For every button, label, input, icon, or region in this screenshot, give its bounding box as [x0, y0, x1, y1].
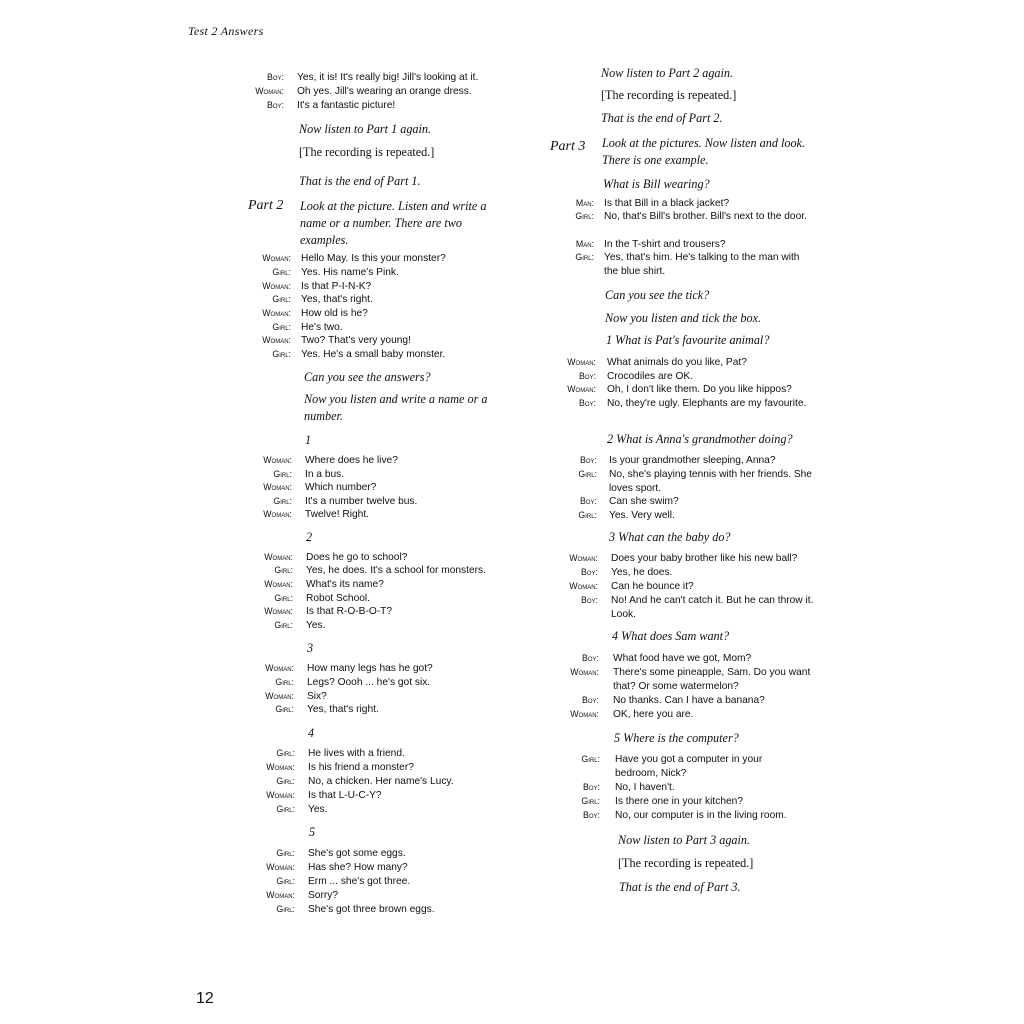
speaker: Woman:	[264, 579, 293, 589]
speaker: Woman:	[569, 581, 598, 591]
line: Yes.	[306, 620, 326, 631]
line: What animals do you like, Pat?	[607, 357, 747, 368]
line: Yes, he does.	[611, 567, 673, 578]
speaker: Woman:	[265, 691, 294, 701]
line: Oh, I don't like them. Do you like hippos?	[607, 384, 792, 395]
line: Which number?	[305, 482, 377, 493]
instruction: Now you listen and tick the box.	[605, 311, 762, 325]
line: In the T-shirt and trousers?	[604, 239, 726, 250]
line: Two? That's very young!	[301, 335, 411, 346]
instruction: Now listen to Part 1 again.	[299, 122, 432, 136]
speaker: Girl:	[276, 876, 295, 886]
part-intro: Look at the picture. Listen and write a name or a number. There are two examples.	[300, 199, 487, 247]
speaker: Woman:	[567, 357, 596, 367]
line: Yes. He's a small baby monster.	[301, 349, 446, 360]
speaker: Girl:	[275, 677, 294, 687]
speaker: Woman:	[263, 455, 292, 465]
question-4: 4 What does Sam want?	[612, 629, 730, 643]
speaker: Boy:	[583, 810, 600, 820]
line: What food have we got, Mom?	[613, 653, 752, 664]
line: Can she swim?	[609, 496, 679, 507]
speaker: Woman:	[255, 86, 284, 96]
question-number: 1	[305, 433, 312, 447]
speaker: Girl:	[275, 704, 294, 714]
speaker: Woman:	[266, 762, 295, 772]
speaker: Woman:	[264, 606, 293, 616]
example-question: What is Bill wearing?	[603, 177, 710, 191]
line: No, she's playing tennis with her friends. She loves sport.	[609, 469, 812, 494]
stage-direction: [The recording is repeated.]	[299, 145, 435, 159]
speaker: Girl:	[276, 904, 295, 914]
line: Yes, he does. It's a school for monsters.	[306, 565, 486, 576]
line: Legs? Oooh ... he's got six.	[307, 677, 431, 688]
speaker: Man:	[575, 198, 594, 208]
speaker: Woman:	[262, 308, 291, 318]
line: Oh yes. Jill's wearing an orange dress.	[297, 86, 472, 97]
speaker: Girl:	[578, 510, 597, 520]
speaker: Boy:	[583, 782, 600, 792]
page-number: 12	[196, 990, 214, 1007]
line: No, our computer is in the living room.	[615, 810, 787, 821]
line: Yes, that's right.	[301, 294, 373, 305]
speaker: Girl:	[274, 565, 293, 575]
speaker: Girl:	[273, 496, 292, 506]
line: How many legs has he got?	[307, 663, 433, 674]
line: Has she? How many?	[308, 862, 408, 873]
line: Is your grandmother sleeping, Anna?	[609, 455, 776, 466]
line: Crocodiles are OK.	[607, 371, 694, 382]
line: Sorry?	[308, 890, 339, 901]
speaker: Girl:	[274, 620, 293, 630]
question-number: 3	[307, 641, 314, 655]
speaker: Woman:	[262, 335, 291, 345]
line: No, they're ugly. Elephants are my favourite.	[607, 398, 807, 409]
speaker: Girl:	[272, 267, 291, 277]
speaker: Girl:	[578, 469, 597, 479]
instruction: Can you see the tick?	[605, 288, 710, 302]
speaker: Woman:	[570, 709, 599, 719]
question-1: 1 What is Pat's favourite animal?	[606, 333, 770, 347]
line: Where does he live?	[305, 455, 398, 466]
stage-direction: [The recording is repeated.]	[601, 88, 737, 102]
stage-direction: [The recording is repeated.]	[618, 856, 754, 870]
line: Erm ... she's got three.	[308, 876, 411, 887]
line: He's two.	[301, 322, 343, 333]
speaker: Woman:	[264, 552, 293, 562]
line: She's got three brown eggs.	[308, 904, 435, 915]
line: There's some pineapple, Sam. Do you want that? Or some watermelon?	[613, 667, 811, 692]
instruction: That is the end of Part 1.	[299, 174, 421, 188]
line: She's got some eggs.	[308, 848, 406, 859]
speaker: Woman:	[266, 790, 295, 800]
speaker: Boy:	[579, 398, 596, 408]
line: No! And he can't catch it. But he can throw it. Look.	[611, 595, 814, 620]
line: OK, here you are.	[613, 709, 694, 720]
speaker: Boy:	[267, 100, 284, 110]
line: Yes. Very well.	[609, 510, 675, 521]
line: Twelve! Right.	[305, 509, 369, 520]
instruction: Now you listen and write a name or a number.	[304, 392, 488, 423]
part-label: Part 2	[248, 198, 284, 213]
speaker: Girl:	[276, 848, 295, 858]
line: Have you got a computer in your bedroom, Nick?	[615, 754, 763, 779]
instruction: Now listen to Part 2 again.	[601, 66, 734, 80]
question-number: 4	[308, 726, 315, 740]
line: Is that L-U-C-Y?	[308, 790, 382, 801]
line: Does your baby brother like his new ball?	[611, 553, 798, 564]
line: No thanks. Can I have a banana?	[613, 695, 765, 706]
speaker: Boy:	[267, 72, 284, 82]
speaker: Girl:	[272, 294, 291, 304]
line: What's its name?	[306, 579, 384, 590]
speaker: Girl:	[575, 211, 594, 221]
speaker: Woman:	[265, 663, 294, 673]
speaker: Boy:	[581, 567, 598, 577]
line: Is that P-I-N-K?	[301, 281, 372, 292]
instruction: That is the end of Part 3.	[619, 880, 741, 894]
speaker: Boy:	[582, 695, 599, 705]
instruction: That is the end of Part 2.	[601, 111, 723, 125]
line: Is that R-O-B-O-T?	[306, 606, 393, 617]
line: It's a fantastic picture!	[297, 100, 396, 111]
speaker: Woman:	[266, 890, 295, 900]
speaker: Girl:	[274, 593, 293, 603]
line: Hello May. Is this your monster?	[301, 253, 446, 264]
question-number: 5	[309, 825, 316, 839]
line: It's a number twelve bus.	[305, 496, 418, 507]
line: In a bus.	[305, 469, 345, 480]
speaker: Girl:	[272, 322, 291, 332]
line: Is that Bill in a black jacket?	[604, 198, 730, 209]
speaker: Girl:	[276, 804, 295, 814]
speaker: Woman:	[569, 553, 598, 563]
line: Does he go to school?	[306, 552, 408, 563]
part-label: Part 3	[550, 139, 586, 154]
instruction: Can you see the answers?	[304, 370, 431, 384]
line: Is there one in your kitchen?	[615, 796, 743, 807]
line: No, I haven't.	[615, 782, 675, 793]
line: He lives with a friend.	[308, 748, 405, 759]
question-3: 3 What can the baby do?	[609, 530, 731, 544]
line: Can he bounce it?	[611, 581, 694, 592]
line: Six?	[307, 691, 327, 702]
line: Is his friend a monster?	[308, 762, 414, 773]
speaker: Woman:	[262, 281, 291, 291]
line: No, a chicken. Her name's Lucy.	[308, 776, 454, 787]
speaker: Woman:	[570, 667, 599, 677]
running-header: Test 2 Answers	[188, 24, 264, 38]
speaker: Boy:	[579, 371, 596, 381]
question-5: 5 Where is the computer?	[614, 731, 739, 745]
line: Yes. His name's Pink.	[301, 267, 399, 278]
speaker: Girl:	[272, 349, 291, 359]
speaker: Girl:	[276, 776, 295, 786]
line: Yes, it is! It's really big! Jill's looking at it.	[297, 72, 479, 83]
speaker: Boy:	[580, 496, 597, 506]
speaker: Woman:	[262, 253, 291, 263]
line: Robot School.	[306, 593, 370, 604]
speaker: Boy:	[581, 595, 598, 605]
line: No, that's Bill's brother. Bill's next to the door.	[604, 211, 807, 222]
speaker: Boy:	[580, 455, 597, 465]
speaker: Girl:	[276, 748, 295, 758]
speaker: Man:	[575, 239, 594, 249]
speaker: Woman:	[266, 862, 295, 872]
speaker: Woman:	[567, 384, 596, 394]
speaker: Girl:	[581, 796, 600, 806]
question-number: 2	[306, 530, 313, 544]
part-intro: Look at the pictures. Now listen and look. There is one example.	[602, 136, 805, 167]
speaker: Girl:	[575, 252, 594, 262]
line: Yes.	[308, 804, 328, 815]
speaker: Woman:	[263, 482, 292, 492]
instruction: Now listen to Part 3 again.	[618, 833, 751, 847]
question-2: 2 What is Anna's grandmother doing?	[607, 432, 793, 446]
line: Yes, that's right.	[307, 704, 379, 715]
line: How old is he?	[301, 308, 368, 319]
speaker: Girl:	[273, 469, 292, 479]
speaker: Boy:	[582, 653, 599, 663]
line: Yes, that's him. He's talking to the man with the blue shirt.	[604, 252, 800, 277]
speaker: Girl:	[581, 754, 600, 764]
speaker: Woman:	[263, 509, 292, 519]
